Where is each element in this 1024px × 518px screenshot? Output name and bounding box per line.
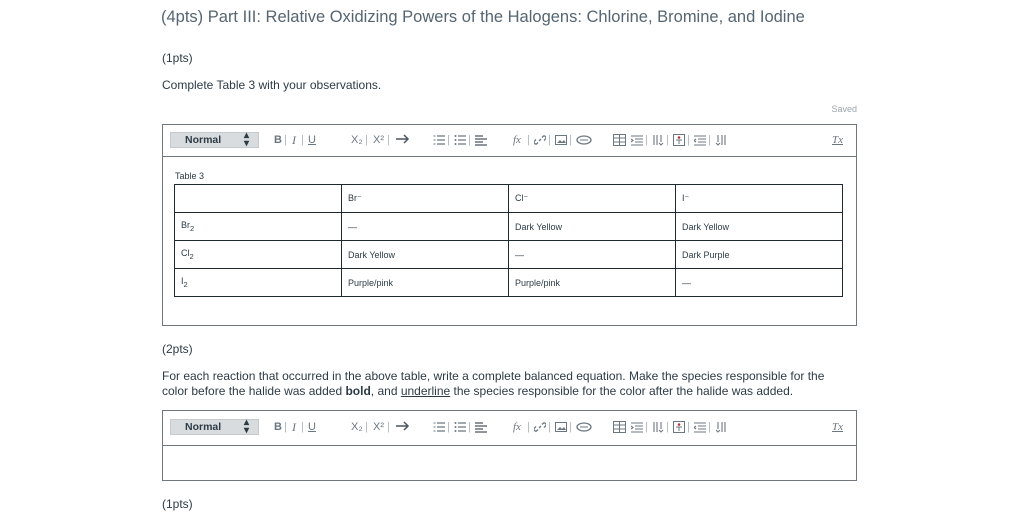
ordered-list-icon[interactable] [433,421,445,433]
table-row [175,213,843,241]
halogen-subscript: 2 [189,251,194,261]
formula-icon[interactable]: fx [513,421,521,433]
halogen-symbol: Br [181,220,190,231]
italic-button[interactable]: I [292,420,296,434]
header-cell-chloride[interactable]: Cl⁻ [509,185,676,213]
toolbar-divider: | [301,134,304,146]
section-1-points: (1pts) [162,51,193,65]
toolbar-divider: | [447,421,450,433]
table-icon[interactable] [613,421,626,433]
table-icon[interactable] [613,134,626,146]
toolbar-divider: | [666,421,669,433]
rich-text-editor-2[interactable] [162,410,857,481]
format-select[interactable] [170,132,259,148]
section-3-points: (1pts) [162,497,193,511]
page-title: (4pts) Part III: Relative Oxidizing Powers of the Halogens: Chlorine, Bromine, and Iodine [161,8,805,26]
halogen-subscript: 2 [183,279,188,289]
rtl-icon[interactable] [715,421,727,433]
toolbar-divider: | [666,134,669,146]
section-1-prompt: Complete Table 3 with your observations. [162,78,382,92]
toolbar-divider: | [468,421,471,433]
media-icon[interactable] [576,422,592,432]
header-cell-iodide[interactable]: I⁻ [676,185,843,213]
superscript-button[interactable]: X² [373,421,384,433]
prompt-text: , and [370,384,401,398]
table-cell[interactable]: Purple/pink [342,269,509,297]
toolbar-divider: | [569,134,572,146]
section-2-prompt [162,369,852,399]
underline-button[interactable]: U [308,421,316,433]
underline-button[interactable]: U [308,134,316,146]
toolbar-divider: | [365,421,368,433]
rich-text-editor-1[interactable] [162,124,857,326]
header-cell-bromide[interactable]: Br⁻ [342,185,509,213]
arrow-right-icon[interactable] [395,133,411,145]
table-row [175,269,843,297]
table-cell[interactable]: Dark Yellow [509,213,676,241]
outdent-icon[interactable] [694,134,706,146]
prompt-text: the species responsible for the color after the halide was added. [450,384,794,398]
toolbar-divider: | [569,421,572,433]
align-icon[interactable] [475,134,487,146]
select-caret-icon: ▴ ▾ [243,130,249,149]
format-select-value: Normal [185,134,222,146]
editor-toolbar-2 [163,411,856,446]
formula-icon[interactable]: fx [513,134,521,146]
link-icon[interactable] [534,134,546,146]
table-cell[interactable]: Purple/pink [509,269,676,297]
outdent-icon[interactable] [694,421,706,433]
ltr-icon[interactable] [652,421,664,433]
toolbar-divider: | [447,134,450,146]
rtl-icon[interactable] [715,134,727,146]
editor-toolbar-1 [163,125,856,157]
table-row [175,241,843,269]
observations-table[interactable] [174,184,843,297]
accessibility-icon[interactable] [673,421,685,433]
toolbar-divider: | [548,421,551,433]
indent-icon[interactable] [631,421,643,433]
section-2-points: (2pts) [162,342,193,356]
media-icon[interactable] [576,135,592,145]
accessibility-icon[interactable] [673,134,685,146]
clear-format-icon[interactable]: Tx [832,134,843,146]
bold-button[interactable]: B [274,421,282,433]
subscript-button[interactable]: X₂ [351,421,363,433]
table-cell[interactable]: Dark Purple [676,241,843,269]
toolbar-divider: | [468,134,471,146]
image-icon[interactable] [555,134,567,146]
table-cell[interactable]: Dark Yellow [342,241,509,269]
ltr-icon[interactable] [652,134,664,146]
toolbar-divider: | [284,421,287,433]
bold-button[interactable]: B [274,134,282,146]
table-header-row [175,185,843,213]
prompt-text: For each reaction that occurred in the above table, write a complete balanced equation. Make the species responsible for the color before the halide was added [162,369,825,398]
table-caption: Table 3 [175,171,205,181]
table-cell[interactable]: — [676,269,843,297]
toolbar-divider: | [527,421,530,433]
format-select-value: Normal [185,421,222,433]
toolbar-divider: | [645,134,648,146]
subscript-button[interactable]: X₂ [351,134,363,146]
halogen-subscript: 2 [190,223,195,233]
superscript-button[interactable]: X² [373,134,384,146]
arrow-right-icon[interactable] [395,420,411,432]
format-select[interactable] [170,419,259,435]
prompt-bold-word: bold [345,384,371,398]
clear-format-icon[interactable]: Tx [832,421,843,433]
toolbar-divider: | [687,134,690,146]
saved-status: Saved [831,104,857,114]
toolbar-divider: | [708,134,711,146]
toolbar-divider: | [687,421,690,433]
toolbar-divider: | [548,134,551,146]
image-icon[interactable] [555,421,567,433]
prompt-underline-word: underline [400,384,451,398]
halogen-symbol: I [181,276,184,287]
toolbar-divider: | [284,134,287,146]
bullet-list-icon[interactable] [454,134,466,146]
editor-body-2[interactable] [163,446,856,480]
link-icon[interactable] [534,421,546,433]
ordered-list-icon[interactable] [433,134,445,146]
align-icon[interactable] [475,421,487,433]
select-caret-icon: ▴ ▾ [243,417,249,436]
table-cell[interactable]: Dark Yellow [676,213,843,241]
toolbar-divider: | [708,421,711,433]
bullet-list-icon[interactable] [454,421,466,433]
toolbar-divider: | [301,421,304,433]
halogen-symbol: Cl [181,248,190,259]
row-label-i2[interactable] [175,269,342,297]
header-cell-empty[interactable] [175,185,342,213]
italic-button[interactable]: I [292,133,296,147]
table-cell[interactable]: — [342,213,509,241]
toolbar-divider: | [527,134,530,146]
indent-icon[interactable] [631,134,643,146]
table-cell[interactable]: — [509,241,676,269]
toolbar-divider: | [645,421,648,433]
row-label-cl2[interactable] [175,241,342,269]
toolbar-divider: | [365,134,368,146]
toolbar-divider: | [387,134,390,146]
toolbar-divider: | [387,421,390,433]
row-label-br2[interactable] [175,213,342,241]
